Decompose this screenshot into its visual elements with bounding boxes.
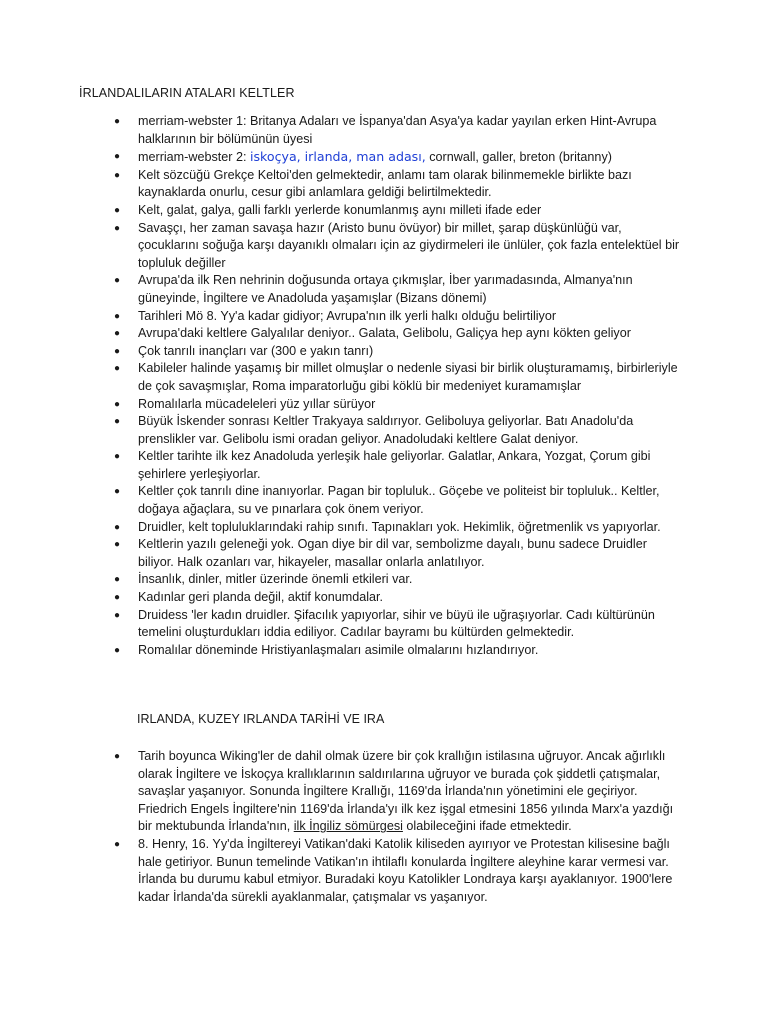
list-item: ● İnsanlık, dinler, mitler üzerinde önemli etkileri var. xyxy=(110,571,680,589)
list-item: ● Kelt, galat, galya, galli farklı yerlerde konumlanmış aynı milleti ifade eder xyxy=(110,202,680,220)
bullet-icon: ● xyxy=(114,416,121,428)
bullet-icon: ● xyxy=(114,204,121,216)
section-title-irlanda: IRLANDA, KUZEY IRLANDA TARİHİ VE IRA xyxy=(137,712,385,726)
bullet-icon: ● xyxy=(114,451,121,463)
bullet-icon: ● xyxy=(114,751,121,762)
list-item: ● Savaşçı, her zaman savaşa hazır (Aristo bunu övüyor) bir millet, şarap düşkünlüğü var, çocuklarını soğuğa karşı dayanıklı olmaları için az giydirmeleri ile ünlüler, çok fazla entelektüel bir topluluk değiller xyxy=(114,220,680,270)
bullet-icon: ● xyxy=(114,275,121,287)
bullet-icon: ● xyxy=(114,398,121,410)
list-item: ● Druidler, kelt topluluklarındaki rahip sınıfı. Tapınakları yok. Hekimlik, öğretmenlik vs yapıyorlar. xyxy=(110,519,680,537)
list-item: ● Tarihleri Mö 8. Yy'a kadar gidiyor; Avrupa'nın ilk yerli halkı olduğu belirtiliyor xyxy=(110,308,680,326)
keltler-bullet-list xyxy=(110,113,680,659)
bullet-icon: ● xyxy=(114,521,121,533)
section-title-keltler: İRLANDALILARIN ATALARI KELTLER xyxy=(79,86,295,100)
irlanda-bullet-list xyxy=(110,748,680,906)
list-item: ● Kadınlar geri planda değil, aktif konumdalar. xyxy=(110,589,680,607)
bullet-icon: ● xyxy=(114,539,121,551)
bullet-icon: ● xyxy=(114,592,121,604)
list-item: ● Keltler tarihte ilk kez Anadoluda yerleşik hale geliyorlar. Galatlar, Ankara, Yozgat, Çorum gibi şehirlere yerleşiyorlar. xyxy=(114,449,651,481)
list-item: ● merriam-webster 2: iskoçya, irlanda, man adası, cornwall, galler, breton (britanny) xyxy=(114,149,612,165)
list-item: ● 8. Henry, 16. Yy'da İngiltereyi Vatikan'daki Katolik kiliseden ayırıyor ve Protestan kilisesine bağlı hale getiriyor. Bunun temelinde Vatikan'ın ihtilaflı konularda İngiltere aleyhine karar vermesi var. İrlanda bu durumu kabul etmiyor. Buradaki koyu Katolikler Londraya karşı ayaklanıyor. 1900'lere kadar İrlanda'da sürekli ayaklanmalar, çatışmalar vs yaşanıyor. xyxy=(114,836,673,904)
list-item: ● Romalılar döneminde Hristiyanlaşmaları asimile olmalarını hızlandırıyor. xyxy=(110,642,680,660)
bullet-icon: ● xyxy=(114,151,121,163)
bullet-icon: ● xyxy=(114,609,121,621)
list-item: ● Keltlerin yazılı geleneği yok. Ogan diye bir dil var, sembolizme dayalı, bunu sadece Druidler biliyor. Halk ozanları var, hikayeler, masallar onlarla anlatılıyor. xyxy=(114,537,647,569)
bullet-icon: ● xyxy=(114,363,121,375)
highlighted-text: iskoçya, irlanda, man adası, xyxy=(249,149,426,165)
list-item: ● Keltler çok tanrılı dine inanıyorlar. Pagan bir topluluk.. Göçebe ve politeist bir topluluk.. Keltler, doğaya ağaçlara, su ve pınarlara çok önem veriyor. xyxy=(114,484,660,517)
list-item: ● Büyük İskender sonrası Keltler Trakyaya saldırıyor. Geliboluya geliyorlar. Batı Anadolu'da prenslikler var. Gelibolu ismi oradan geliyor. Anadoludaki keltlere Galat deniyor. xyxy=(114,414,634,446)
list-item: ● Druidess 'ler kadın druidler. Şifacılık yapıyorlar, sihir ve büyü ile uğraşıyorlar. Cadı kültürünün temelini oluşturdukları iddia ediliyor. Cadılar bayramı bu kültürden gelmektedir. xyxy=(114,607,655,640)
list-item: ● Romalılarla mücadeleleri yüz yıllar sürüyor xyxy=(110,396,680,414)
bullet-icon: ● xyxy=(114,328,121,340)
bullet-icon: ● xyxy=(114,116,121,127)
list-item: ● merriam-webster 1: Britanya Adaları ve İspanya'dan Asya'ya kadar yayılan erken Hint-Avrupa halklarının bir bölümünün üyesi xyxy=(114,114,657,146)
bullet-icon: ● xyxy=(114,169,121,181)
list-item: ● Kabileler halinde yaşamış bir millet olmuşlar o nedenle siyasi bir birlik oluşturamamış, birbirleriyle de çok savaşmışlar, Roma imparatorluğu gibi köklü bir medeniyet kuramamışlar xyxy=(114,361,678,393)
list-item: ● Kelt sözcüğü Grekçe Keltoi'den gelmektedir, anlamı tam olarak bilinmemekle birlikte bazı kaynaklarda onurlu, cesur gibi anlamlara geldiği belirtilmektedir. xyxy=(114,167,632,200)
list-item: ● Tarih boyunca Wiking'ler de dahil olmak üzere bir çok krallığın istilasına uğruyor. Ancak ağırlıklı olarak İngiltere ve İskoçya krallıklarının saldırılarına uğruyor ve burada çok şiddetli çatışmalar, savaşlar yaşanıyor. Sonunda İngiltere Krallığı, 1169'da İrlanda'nın yönetimini ele geçiriyor. Friedrich Engels İngiltere'nin 1169'da İrlanda'yı ilk kez işgal etmesini 1856 yılında Marx'a yazdığı bir mektubunda İrlanda'nın, ilk İngiliz sömürgesi olabileceğini ifade etmektedir. xyxy=(114,749,674,834)
bullet-icon: ● xyxy=(114,644,121,656)
bullet-icon: ● xyxy=(114,838,121,850)
bullet-icon: ● xyxy=(114,310,121,322)
underlined-text: ilk İngiliz sömürgesi xyxy=(293,819,403,834)
bullet-icon: ● xyxy=(114,222,121,234)
list-item: ● Avrupa'da ilk Ren nehrinin doğusunda ortaya çıkmışlar, İber yarımadasında, Almanya'nın güneyinde, İngiltere ve Anadoluda yaşamışlar (Bizans dönemi) xyxy=(114,273,633,305)
bullet-icon: ● xyxy=(114,574,121,586)
bullet-icon: ● xyxy=(114,486,121,498)
list-item: ● Avrupa'daki keltlere Galyalılar deniyor.. Galata, Gelibolu, Galiçya hep aynı kökten geliyor xyxy=(110,325,680,343)
list-item: ● Çok tanrılı inançları var (300 e yakın tanrı) xyxy=(110,343,680,361)
bullet-icon: ● xyxy=(114,345,121,357)
